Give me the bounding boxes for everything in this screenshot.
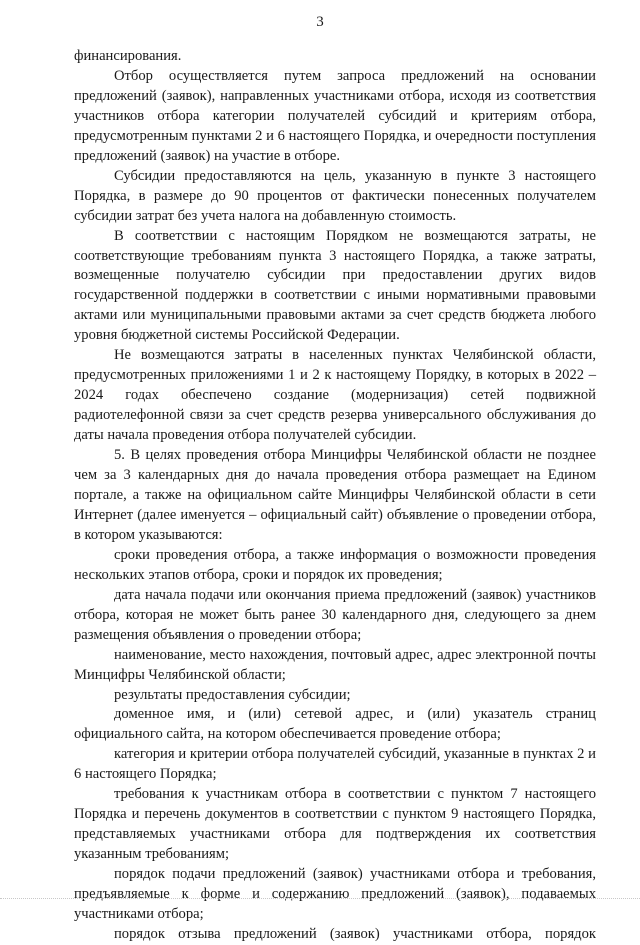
paragraph: 5. В целях проведения отбора Минцифры Челябинской области не позднее чем за 3 календарных дня до начала проведения отбора размещает на Едином портале, а также на официальном сайте Минцифры Челябинской области в сети Интернет (далее именуется – официальный сайт) объявление о проведении отбора, в котором указываются:: [74, 447, 596, 543]
paragraph: наименование, место нахождения, почтовый адрес, адрес электронной почты Минцифры Челябинской области;: [74, 646, 596, 683]
paragraph: порядок отзыва предложений (заявок) участниками отбора, порядок: [114, 925, 596, 942]
paragraph: требования к участникам отбора в соответствии с пунктом 7 настоящего Порядка и перечень документов в соответствии с пунктом 9 настоящего Порядка, представляемых участниками отбора для подтверждения их соответствия указанным требованиям;: [74, 786, 596, 863]
paragraph: доменное имя, и (или) сетевой адрес, и (или) указатель страниц официального сайта, на котором обеспечивается проведение отбора;: [74, 706, 596, 743]
paragraph: финансирования.: [74, 48, 182, 64]
paragraph: Отбор осуществляется путем запроса предложений на основании предложений (заявок), направленных участниками отбора, исходя из соответствия участников отбора категории получателей субсидий и критериям отбора, предусмотренным пунктами 2 и 6 настоящего Порядка, и очередности поступления предложений (заявок) на участие в отборе.: [74, 67, 596, 164]
paragraph: результаты предоставления субсидии;: [114, 686, 351, 703]
paragraph: сроки проведения отбора, а также информация о возможности проведения нескольких этапов отбора, сроки и порядок их проведения;: [74, 546, 596, 583]
paragraph: дата начала подачи или окончания приема предложений (заявок) участников отбора, которая не может быть ранее 30 календарного дня, следующего за днем размещения объявления о проведении отбора;: [74, 586, 596, 643]
paragraph: категория и критерии отбора получателей субсидий, указанные в пунктах 2 и 6 настоящего Порядка;: [74, 746, 596, 783]
page-number: 3: [316, 14, 324, 30]
paragraph: Субсидии предоставляются на цель, указанную в пункте 3 настоящего Порядка, в размере до 90 процентов от фактически понесенных получателем субсидии затрат без учета налога на добавленную стоимость.: [74, 167, 596, 224]
paragraph: В соответствии с настоящим Порядком не возмещаются затраты, не соответствующие требованиям пункта 3 настоящего Порядка, а также затраты, возмещенные получателю субсидии при предоставлении других видов государственной поддержки в соответствии с иными нормативными правовыми актами или муниципальными правовыми актами за счет средств бюджета любого уровня бюджетной системы Российской Федерации.: [74, 227, 596, 344]
page-bottom-edge: [0, 898, 640, 899]
paragraph: порядок подачи предложений (заявок) участниками отбора и требования, предъявляемые к форме и содержанию предложений (заявок), подаваемых участниками отбора;: [74, 866, 596, 922]
paragraph: Не возмещаются затраты в населенных пунктах Челябинской области, предусмотренных приложениями 1 и 2 к настоящему Порядку, в которых в 2022 – 2024 годах обеспечено создание (модернизация) сетей подвижной радиотелефонной связи за счет средств резерва универсального обслуживания до даты начала проведения отбора получателей субсидии.: [74, 347, 596, 444]
document-body: [74, 47, 596, 945]
